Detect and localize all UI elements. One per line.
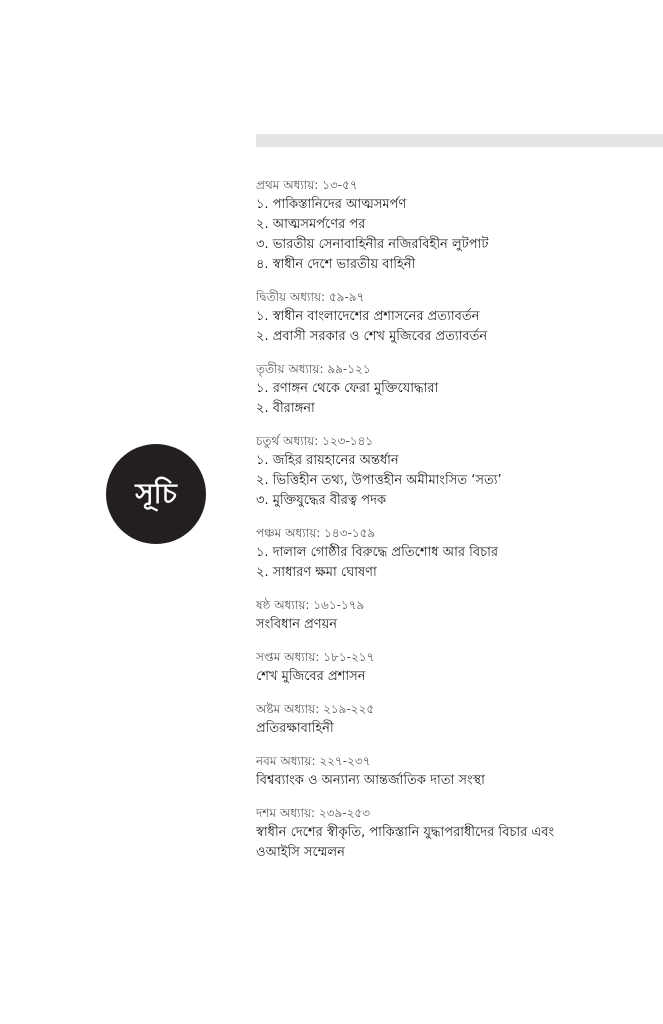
chapter-3 <box>256 359 656 419</box>
chapter-items <box>256 195 656 275</box>
chapter-9 <box>256 751 656 791</box>
chapter-item: ১. জহির রায়হানের অন্তর্ধান <box>256 453 399 468</box>
chapter-items <box>256 451 656 511</box>
chapter-items <box>256 307 656 347</box>
chapter-items <box>256 379 656 419</box>
chapter-heading: অষ্টম অধ্যায়: ২১৯-২২৫ <box>256 702 375 716</box>
top-decorative-band <box>256 134 663 147</box>
chapter-item: ১. পাকিস্তানিদের আত্মসমর্পণ <box>256 197 407 212</box>
chapter-2 <box>256 287 656 347</box>
chapter-item: ৩. মুক্তিযুদ্ধের বীরত্ব পদক <box>256 493 387 508</box>
chapter-heading: চতুর্থ অধ্যায়: ১২৩-১৪১ <box>256 434 374 448</box>
chapter-8 <box>256 699 656 739</box>
chapter-item: ৪. স্বাধীন দেশে ভারতীয় বাহিনী <box>256 257 416 272</box>
chapter-item: শেখ মুজিবের প্রশাসন <box>256 669 366 684</box>
chapter-items <box>256 719 656 739</box>
chapter-items <box>256 771 656 791</box>
chapter-item: ৩. ভারতীয় সেনাবাহিনীর নজিরবিহীন লুটপাট <box>256 237 489 252</box>
table-of-contents <box>256 175 656 875</box>
contents-title: সূচি <box>135 477 177 510</box>
chapter-items <box>256 823 656 863</box>
chapter-item: বিশ্বব্যাংক ও অন্যান্য আন্তর্জাতিক দাতা সংস্থা <box>256 773 485 788</box>
chapter-heading: ষষ্ঠ অধ্যায়: ১৬১-১৭৯ <box>256 598 365 612</box>
chapter-5 <box>256 523 656 583</box>
chapter-4 <box>256 431 656 511</box>
chapter-item: স্বাধীন দেশের স্বীকৃতি, পাকিস্তানি যুদ্ধাপরাধীদের বিচার এবং <box>256 825 555 840</box>
chapter-item: প্রতিরক্ষাবাহিনী <box>256 721 334 736</box>
chapter-item: ১. স্বাধীন বাংলাদেশের প্রশাসনের প্রত্যাবর্তন <box>256 309 480 324</box>
chapter-1 <box>256 175 656 275</box>
chapter-item: ২. সাধারণ ক্ষমা ঘোষণা <box>256 565 377 580</box>
chapter-heading: দ্বিতীয় অধ্যায়: ৫৯-৯৭ <box>256 290 365 304</box>
chapter-item: ২. বীরাঙ্গনা <box>256 401 315 416</box>
chapter-item: সংবিধান প্রণয়ন <box>256 617 338 632</box>
chapter-heading: নবম অধ্যায়: ২২৭-২৩৭ <box>256 754 371 768</box>
chapter-heading: তৃতীয় অধ্যায়: ৯৯-১২১ <box>256 362 371 376</box>
chapter-items <box>256 543 656 583</box>
chapter-heading: সপ্তম অধ্যায়: ১৮১-২১৭ <box>256 650 375 664</box>
chapter-item: ১. দালাল গোষ্ঠীর বিরুদ্ধে প্রতিশোধ আর বিচার <box>256 545 499 560</box>
chapter-item: ২. প্রবাসী সরকার ও শেখ মুজিবের প্রত্যাবর্তন <box>256 329 488 344</box>
chapter-item: ১. রণাঙ্গন থেকে ফেরা মুক্তিযোদ্ধারা <box>256 381 439 396</box>
chapter-item: ২. ভিত্তিহীন তথ্য, উপাত্তহীন অমীমাংসিত ‘সত্য’ <box>256 473 502 488</box>
chapter-items <box>256 615 656 635</box>
chapter-item: ওআইসি সম্মেলন <box>256 845 345 860</box>
chapter-item: ২. আত্মসমর্পণের পর <box>256 217 366 232</box>
chapter-10 <box>256 803 656 863</box>
chapter-6 <box>256 595 656 635</box>
chapter-7 <box>256 647 656 687</box>
contents-badge <box>106 444 206 544</box>
chapter-heading: প্রথম অধ্যায়: ১৩-৫৭ <box>256 178 358 192</box>
chapter-heading: পঞ্চম অধ্যায়: ১৪৩-১৫৯ <box>256 526 376 540</box>
chapter-items <box>256 667 656 687</box>
chapter-heading: দশম অধ্যায়: ২৩৯-২৫৩ <box>256 806 370 820</box>
